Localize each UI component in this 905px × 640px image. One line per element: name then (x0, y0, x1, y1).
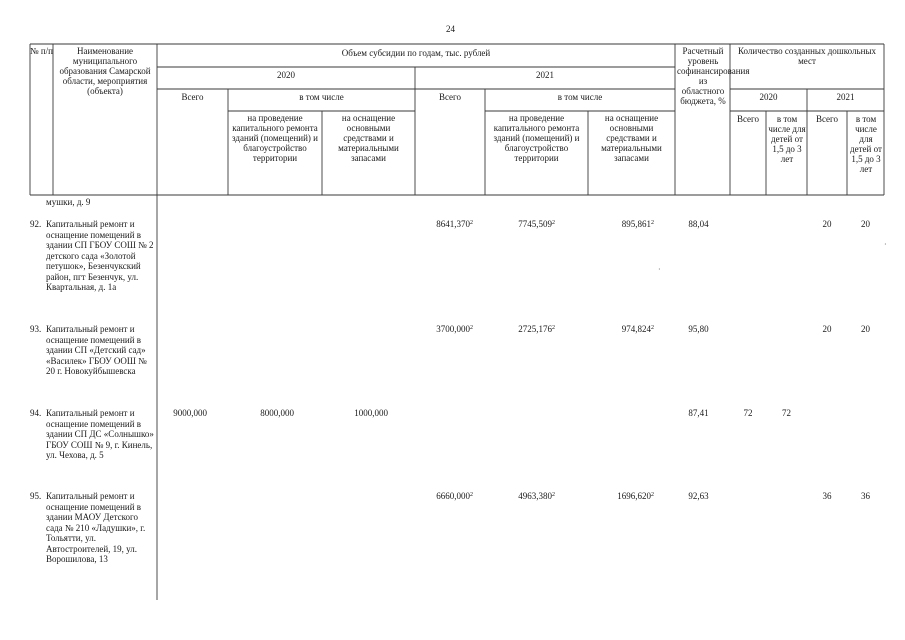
places-under3-2021: 36 (861, 491, 870, 501)
places-total-2021: 20 (822, 219, 832, 229)
scan-mark: · (884, 240, 887, 249)
header-places-2021: 2021 (836, 92, 855, 102)
header-places-group: Количество созданных дошкольных мест (737, 46, 876, 66)
places-total-2021: 20 (822, 324, 832, 334)
header-row-number: № п/п (30, 46, 53, 56)
total-2021: 6660,000$^2$ (436, 491, 473, 501)
repair-2020: 8000,000 (260, 408, 294, 418)
header-repair-2020: на проведение капитального ремонта зданий (помещений) и благоустройство территории (232, 113, 318, 163)
row-name: Капитальный ремонт и оснащение помещений в здании СП ДС «Солнышко» ГБОУ СОШ № 9, г. Кинель, ул. Чехова, д. 5 (46, 408, 154, 460)
header-year-2020: 2020 (277, 70, 295, 80)
cofinancing: 88,04 (688, 219, 709, 229)
header-subsidy-group: Объем субсидии по годам, тыс. рублей (341, 48, 491, 58)
row-number: 93. (30, 324, 42, 334)
header-equip-2021: на оснащение основными средствами и материальными запасами (601, 113, 662, 163)
header-places-total-2020: Всего (736, 114, 760, 124)
places-total-2021: 36 (822, 491, 832, 501)
header-total-2021: Всего (438, 92, 462, 102)
header-places-under3-2021: в том числе для детей от 1,5 до 3 лет (850, 114, 882, 174)
page-number: 24 (446, 24, 455, 34)
total-2021: 8641,370$^2$ (436, 219, 473, 229)
total-2021: 3700,000$^2$ (436, 324, 473, 334)
continuation-text: мушки, д. 9 (46, 197, 91, 207)
header-total-2020: Всего (181, 92, 204, 102)
row-number: 94. (30, 408, 42, 418)
places-total-2020: 72 (743, 408, 753, 418)
row-name: Капитальный ремонт и оснащение помещений в здании МАОУ Детского сада № 210 «Ладушки», г. Тольятти, ул. Автостроителей, 19, ул. Ворошилова, 13 (46, 491, 146, 564)
row-name: Капитальный ремонт и оснащение помещений в здании СП ГБОУ СОШ № 2 детского сада «Золотой петушок», Безенчукский район, пгт Безенчук, ул. Квартальная, д. 1а (46, 219, 154, 292)
header-including-2020: в том числе (299, 92, 344, 102)
places-under3-2021: 20 (861, 324, 870, 334)
repair-2021: 4963,380$^2$ (518, 491, 555, 501)
header-including-2021: в том числе (557, 92, 603, 102)
header-places-total-2021: Всего (815, 114, 839, 124)
scan-mark: · (658, 265, 661, 274)
places-under3-2020: 72 (782, 408, 791, 418)
cofinancing: 95,80 (688, 324, 709, 334)
repair-2021: 7745,509$^2$ (518, 219, 555, 229)
places-under3-2021: 20 (861, 219, 870, 229)
row-name: Капитальный ремонт и оснащение помещений в здании СП «Детский сад» «Василек» ГБОУ ООШ № 20 г. Новокуйбышевска (46, 324, 147, 376)
cofinancing: 87,41 (688, 408, 709, 418)
header-repair-2021: на проведение капитального ремонта зданий (помещений) и благоустройство территории (493, 113, 580, 163)
header-cofinancing: Расчетный уровень софинансирования из областного бюджета, % (677, 46, 750, 106)
equip-2021: 974,824$^2$ (621, 324, 654, 334)
equip-2021: 1696,620$^2$ (617, 491, 654, 501)
header-places-under3-2020: в том числе для детей от 1,5 до 3 лет (768, 114, 806, 164)
header-year-2021: 2021 (536, 70, 554, 80)
total-2020: 9000,000 (173, 408, 207, 418)
equip-2021: 895,861$^2$ (621, 219, 654, 229)
equip-2020: 1000,000 (354, 408, 388, 418)
header-places-2020: 2020 (759, 92, 778, 102)
header-name: Наименование муниципального образования Самарской области, мероприятия (объекта) (59, 46, 151, 96)
row-number: 92. (30, 219, 42, 229)
header-equip-2020: на оснащение основными средствами и материальными запасами (338, 113, 399, 163)
cofinancing: 92,63 (688, 491, 709, 501)
row-number: 95. (30, 491, 42, 501)
repair-2021: 2725,176$^2$ (518, 324, 555, 334)
